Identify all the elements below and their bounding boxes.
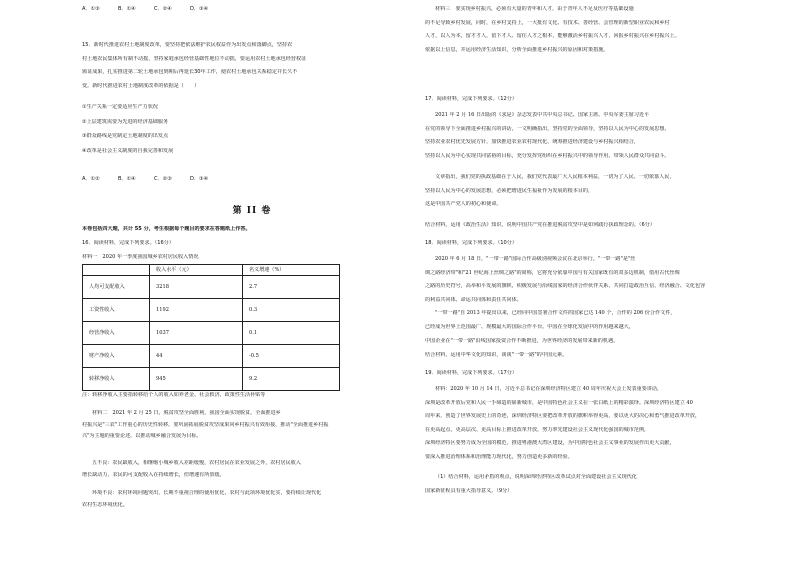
text-line: 的利益共同体、命运共同体和责任共同体。 <box>425 296 522 303</box>
text-line: 在党的领导下全面推进乡村振兴的讲话，一文明确指出，坚持党的全面领导，坚持以人民为中心的发展思想， <box>425 125 670 132</box>
table-cell: 9.2 <box>243 368 340 391</box>
text-line: 要深入推进治理体系和治理能力现代化，努力创造更多新的经验。 <box>425 454 573 461</box>
text-line: 坚持以人民为中心实现共同富裕的目标，充分发挥党组织在乡村振兴中的领导作用、带领人民群众共同奋斗。 <box>425 152 670 159</box>
q15-stem <box>82 42 422 89</box>
text-line: 2021 年 2 月 16 日出版的《求是》杂志发表中共中央总书记、国家主席、中央军委主席习近平 <box>435 112 650 118</box>
table-cell: 1037 <box>150 322 243 345</box>
table-cell: 转移净收入 <box>83 368 150 391</box>
material-two-cont <box>82 460 422 508</box>
option: B．①④ <box>118 6 136 12</box>
q17-material-cont <box>425 174 765 208</box>
table-cell: 0.1 <box>243 322 340 345</box>
table-cell: 3218 <box>150 276 243 299</box>
q19-heading: 19．阅读材料，完成下列要求。（17分） <box>425 370 517 376</box>
q17-task: 结合材料，运用《政治生活》知识，说明中国共产党在推进脱贫攻坚中是如何践行执政理念的。（6分） <box>425 222 655 228</box>
table-row <box>83 299 340 322</box>
text-line: （1）结合材料，运用矛盾的观点，说明深圳经济特区改革试点对全面建设社会主义现代化 <box>435 474 637 480</box>
table-header-cell: 收入水平（元） <box>150 265 243 276</box>
q16-heading: 16．阅读材料，完成下列要求。（16分） <box>82 240 174 246</box>
text-line: 已经成为世界上范围最广、规模最大的国际合作平台。中国在全球化发展中的作用越来越大， <box>425 324 634 331</box>
q15-options <box>82 176 422 183</box>
q15-items <box>82 104 422 154</box>
table-cell: 0.3 <box>243 299 340 322</box>
statement-item: ③群众路线是党制定土地制度的出发点 <box>82 133 169 140</box>
text-line: 深圳经济特区要努力成为全国的模范，推进粤港澳大湾区建设，为中国特色社会主义事业的发展作出更大贡献， <box>425 440 675 447</box>
q19-task <box>425 474 765 494</box>
table-header-row <box>83 265 340 276</box>
text-line: 周年来，创造了世界发展史上的奇迹，深圳经济特区要把改革开放的旗帜举得更高，要以更大的决心和勇气推进改革开放， <box>425 413 701 420</box>
text-line: 材料三 要实现乡村振兴，必须有大量的青年和人才，由于青年人不足及医疗等基础设施 <box>435 6 634 12</box>
table-cell: 工资性收入 <box>83 299 150 322</box>
text-line: 材料二 2021 年 2 月 25 日，脱贫攻坚全面胜利，我国全面实现脱贫。全面推进乡 <box>92 410 281 416</box>
section-note: 本卷包括四大题，共计 55 分，考生根据每个题目的要求在答题纸上作答。 <box>82 226 251 232</box>
text-line: 五不良：农民缺收入，相继缩小城乡收入差距缓慢，农村居民在农业发展之外，农村居民收入 <box>92 460 301 466</box>
option: D．③④ <box>190 176 209 182</box>
table-row <box>83 368 340 391</box>
option: C．②④ <box>154 6 172 12</box>
text-line: 的不足导致乡村发展，同时，在乡村支持上，一大批有文化、有技术、善经营、会管理的新型职业农民和乡村 <box>425 19 670 26</box>
table-cell: 44 <box>150 345 243 368</box>
text-line: 文章指出，我们党的执政基础在于人民，我们党代表最广大人民根本利益，一切为了人民、一切依靠人民， <box>435 174 675 180</box>
text-line: 2020 年 6 月 18 日，"一带一路"国际合作高级别视频会议在北京举行。"一带一路"是"丝 <box>435 256 636 262</box>
option: B．①④ <box>118 176 136 182</box>
text-line: 坚持农业农村优先发展方针，加快推进农业农村现代化、统筹推进经济建设与乡村振兴相结合， <box>425 139 639 146</box>
text-line: 在更高起点、更高层次、更高目标上推进改革开放，努力率先建设社会主义现代化强国的城市范例， <box>425 426 650 433</box>
text-line: 这是中国共产党人的初心和使命。 <box>425 201 502 208</box>
material-one-title: 材料一 2020 年一季度我国城乡农村居民收入情况 <box>82 254 199 260</box>
material-two <box>82 410 422 440</box>
text-line: 人才，以人为本，留才才人，留下才人、留住人才之根本，能够激活乡村振兴人才，回报乡村振兴在乡村振兴上。 <box>425 33 680 40</box>
table-header-cell: 名义增速（%） <box>243 265 340 276</box>
text-line: 变。新时代推进农村土地制度改革的依据是（ ） <box>82 82 200 89</box>
text-line: 依据以上信息，并运用经济生活知识，分析全面推进乡村振兴的原因和对策措施。 <box>425 46 609 53</box>
text-line: 颁证成果，扎实推进第二轮土地承包到期后再延长30年工作，使农村土地承包关系稳定并长久不 <box>82 69 298 76</box>
q19-material <box>425 386 765 461</box>
option: A．①③ <box>82 6 100 12</box>
table-row <box>83 276 340 299</box>
table-cell: 1192 <box>150 299 243 322</box>
text-line: 坚持以人民为中心的发展思想，必须把增进民生福祉作为发展的根本目的， <box>425 187 594 194</box>
section-title: 第 II 卷 <box>232 206 272 216</box>
table-row <box>83 322 340 345</box>
text-line: 农村生态环境优化。 <box>82 501 128 508</box>
text-line: 兴"为主题的重要论述，以推动城乡融合发展为目标。 <box>82 433 202 440</box>
material-three <box>425 6 765 53</box>
table-header-cell <box>83 265 150 276</box>
text-line: 之路的历史符号，高举和平发展的旗帜，积极发展与沿线国家的经济合作伙伴关系，共同打造政治互信、经济融合、文化包容 <box>425 283 706 290</box>
table-cell: 人均可支配收入 <box>83 276 150 299</box>
option: C．②③ <box>154 176 172 182</box>
text-line: 深圳是改革开放后党和人民一手缔造的崭新城市，是中国特色社会主义在一张白纸上的精彩演绎。深圳经济特区建立 40 <box>425 399 693 406</box>
statement-item: ④改革是社会主义制度的自我完善和发展 <box>82 147 174 154</box>
text-line: 材料：2020 年 10 月 14 日，习近平总书记在深圳经济特区建立 40 周年庆祝大会上发表重要讲话， <box>435 386 663 392</box>
statement-item: ②上层建筑需要为先进的经济基础服务 <box>82 118 169 125</box>
text-line: 国家新征程具有重大指导意义。（9分） <box>425 487 513 494</box>
option: D．③④ <box>190 6 209 12</box>
income-table <box>82 264 340 391</box>
table-cell: 2.7 <box>243 276 340 299</box>
text-line: 绸之路经济带"和"21 世纪海上丝绸之路"的简称，它将充分依靠中国与有关国家既有的双多边机制，借用古代丝绸 <box>425 269 680 276</box>
q17-material <box>425 112 765 159</box>
q18-material <box>425 256 765 344</box>
text-line: 村土地农民集体所有制不动摇，坚持家庭承包经营基础性地位不动摇，要运用农村土地承包经营权证 <box>82 55 307 62</box>
text-line: 15．新时代推进农村土地制度改革，要坚持把依法维护农民权益作为出发点和落脚点，坚持农 <box>82 42 293 48</box>
text-line: 村振兴是"三农"工作重心的历史性转移。要巩固拓展脱贫攻坚成果同乡村振兴有效衔接，推动"全面推进乡村振 <box>82 421 329 428</box>
table-note: 注：转移净收入主要指转移给个人的收入如养老金、社会救济、政策性生活补贴等 <box>82 392 266 398</box>
option: A．①② <box>82 176 100 182</box>
table-cell: 经营净收入 <box>83 322 150 345</box>
table-cell: 945 <box>150 368 243 391</box>
table-cell: 财产净收入 <box>83 345 150 368</box>
q18-heading: 18．阅读材料，完成下列要求。（10分） <box>425 240 517 246</box>
text-line: 增长缺动力，农民的可支配收入在持续增长，但增速有所放缓。 <box>82 471 225 478</box>
q17-heading: 17．阅读材料，完成下列要求。（12分） <box>425 96 517 102</box>
q14-options <box>82 6 422 13</box>
text-line: "一带一路"自 2013 年提出以来，已经同中国签署合作文件的国家已达 140 个，合作的 206 份合作文件， <box>435 310 676 317</box>
table-cell: -0.5 <box>243 345 340 368</box>
text-line: 环境不良：农村环境问题突出，长期不重视合理的使用优化，农村与此项环境优化实，要持续让现代化 <box>92 490 322 497</box>
text-line: 中国企业在"一带一路"沿线国家投资合作不断推进，为世界经济的发展带来新的机遇。 <box>425 337 619 344</box>
table-row <box>83 345 340 368</box>
statement-item: ①生产关系一定要适应生产力状况 <box>82 104 158 110</box>
q18-task: 结合材料，运用中华文化的知识，谈谈"一带一路"的中国元素。 <box>425 352 568 358</box>
